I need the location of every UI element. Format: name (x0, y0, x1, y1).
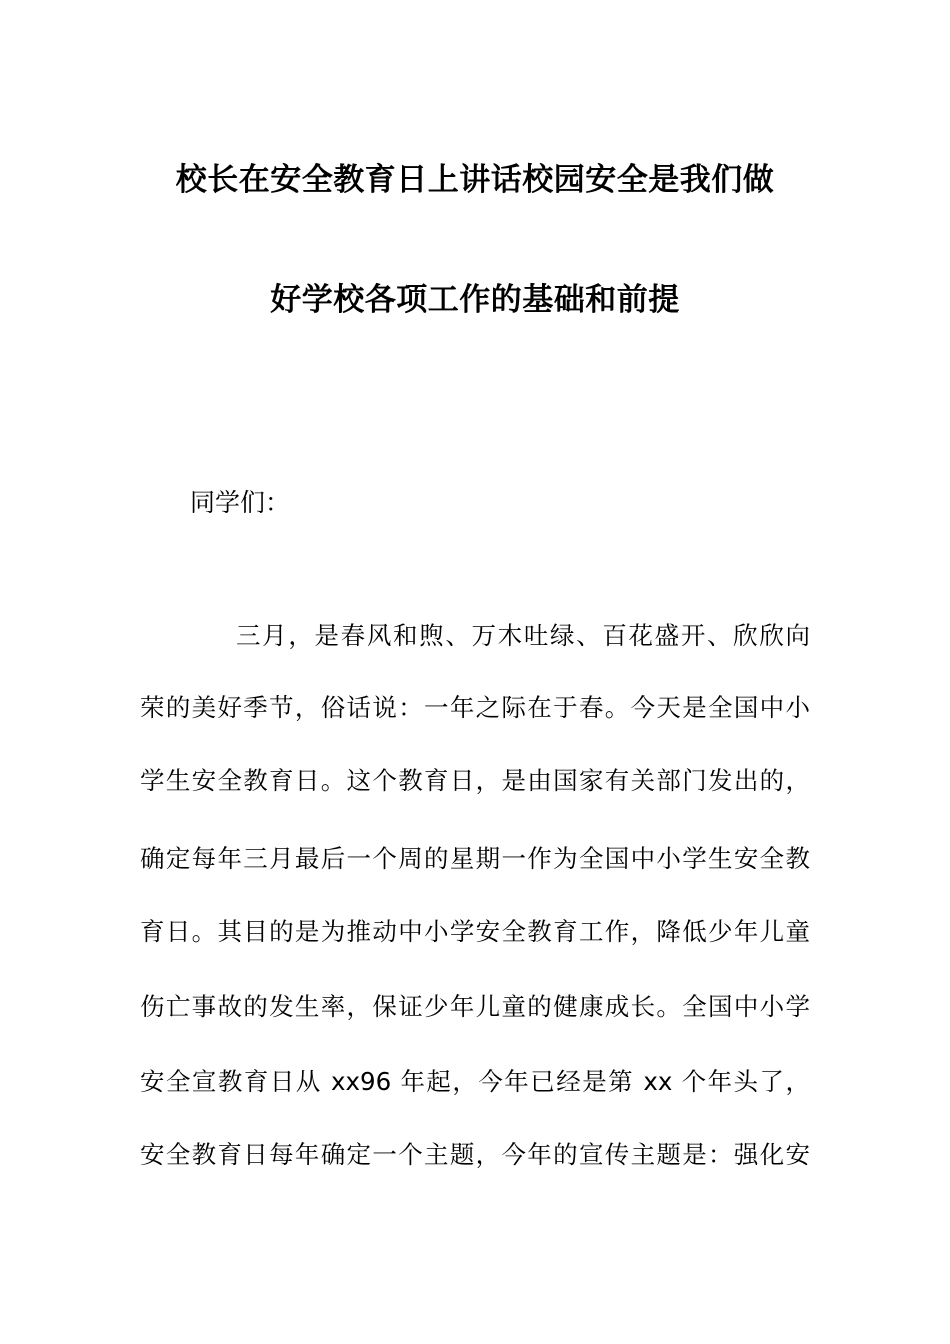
document-title-line-1: 校长在安全教育日上讲话校园安全是我们做 (175, 162, 775, 198)
paragraph-line: 学生安全教育日。这个教育日，是由国家有关部门发出的， (140, 766, 810, 795)
paragraph-line: 三月，是春风和煦、万木吐绿、百花盛开、欣欣向 (236, 621, 810, 650)
paragraph-line: 伤亡事故的发生率，保证少年儿童的健康成长。全国中小学 (140, 992, 810, 1021)
paragraph-line: 安全教育日每年确定一个主题，今年的宣传主题是：强化安 (140, 1140, 810, 1169)
paragraph-line: 安全宣教育日从 xx96 年起，今年已经是第 xx 个年头了， (140, 1067, 810, 1096)
greeting: 同学们： (190, 488, 291, 517)
document-title-line-2: 好学校各项工作的基础和前提 (270, 282, 680, 318)
paragraph-line: 荣的美好季节，俗话说：一年之际在于春。今天是全国中小 (140, 693, 810, 722)
paragraph-line: 确定每年三月最后一个周的星期一作为全国中小学生安全教 (140, 844, 810, 873)
paragraph-line: 育日。其目的是为推动中小学安全教育工作，降低少年儿童 (140, 917, 810, 946)
